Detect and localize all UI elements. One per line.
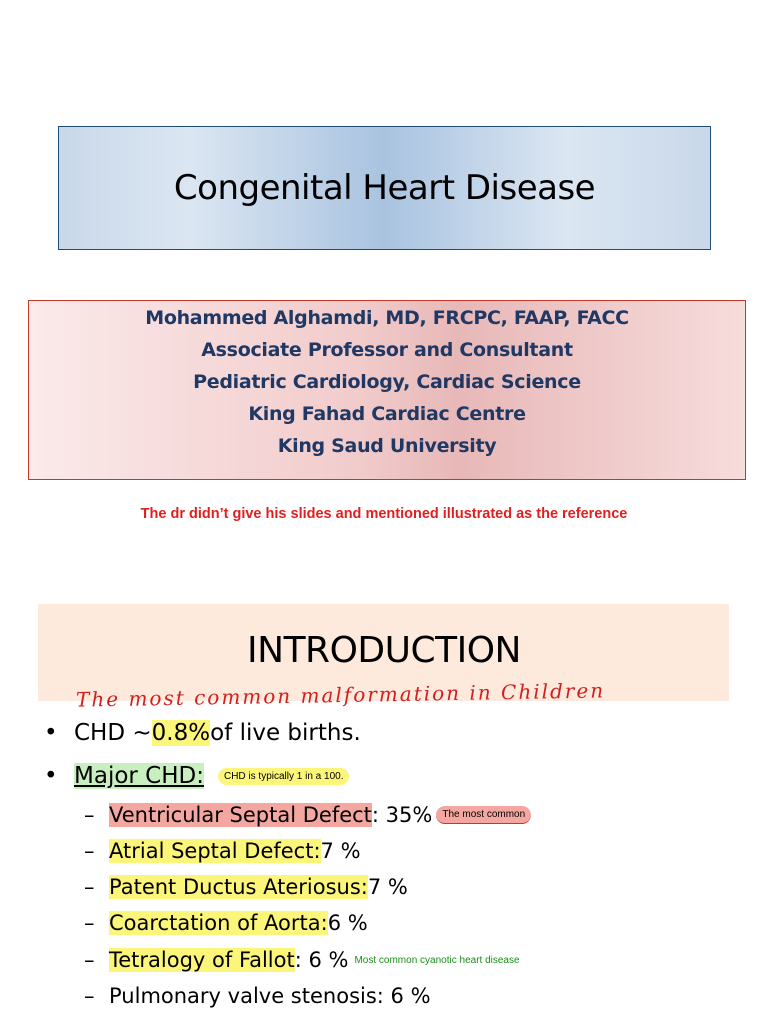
item-value: 7 %: [367, 875, 408, 899]
dash: –: [84, 803, 95, 827]
title-banner: [58, 126, 711, 250]
bullet-chd-prevalence: [44, 720, 361, 746]
dash: –: [84, 984, 95, 1008]
dash: –: [84, 839, 95, 863]
author-title: Associate Professor and Consultant: [201, 339, 573, 361]
bullet-dot: •: [44, 763, 58, 789]
item-note: The most common: [436, 806, 531, 824]
handwritten-annotation: The most common malformation in Children: [75, 678, 606, 712]
author-centre: King Fahad Cardiac Centre: [248, 403, 526, 425]
item-name: Coarctation of Aorta:: [109, 911, 328, 935]
major-chd-note: CHD is typically 1 in a 100.: [218, 768, 350, 785]
list-item-pulmonary-stenosis: [84, 984, 431, 1008]
item-name: Patent Ductus Ateriosus:: [109, 875, 368, 899]
major-chd-label: Major CHD:: [74, 763, 204, 789]
list-item-pda: [84, 875, 408, 899]
author-block: [28, 300, 746, 480]
author-university: King Saud University: [277, 435, 497, 457]
list-item-asd: [84, 839, 361, 863]
item-value: 6 %: [327, 911, 368, 935]
bullet-text-suffix: of live births.: [210, 720, 361, 746]
list-item-tetralogy: [84, 948, 520, 972]
bullet-text: CHD ~: [74, 720, 152, 746]
list-item-vsd: [84, 803, 531, 827]
item-name: Pulmonary valve stenosis: 6 %: [109, 984, 431, 1008]
item-name: Atrial Septal Defect:: [109, 839, 321, 863]
dash: –: [84, 948, 95, 972]
reference-note: The dr didn’t give his slides and mentioned illustrated as the reference: [140, 506, 628, 522]
slide-title: Congenital Heart Disease: [173, 168, 596, 208]
item-name: Ventricular Septal Defect: [109, 803, 372, 827]
dash: –: [84, 875, 95, 899]
author-name: Mohammed Alghamdi, MD, FRCPC, FAAP, FACC: [145, 307, 629, 329]
dash: –: [84, 911, 95, 935]
bullet-dot: •: [44, 720, 58, 746]
intro-title: INTRODUCTION: [247, 630, 521, 671]
author-department: Pediatric Cardiology, Cardiac Science: [193, 371, 581, 393]
item-value: 7 %: [320, 839, 361, 863]
item-name: Tetralogy of Fallot: [109, 948, 295, 972]
prevalence-value: 0.8%: [151, 720, 211, 746]
item-note: Most common cyanotic heart disease: [354, 954, 520, 966]
list-item-coarctation: [84, 911, 368, 935]
item-value: : 6 %: [294, 948, 349, 972]
bullet-major-chd: [44, 763, 349, 789]
item-value: : 35%: [371, 803, 433, 827]
